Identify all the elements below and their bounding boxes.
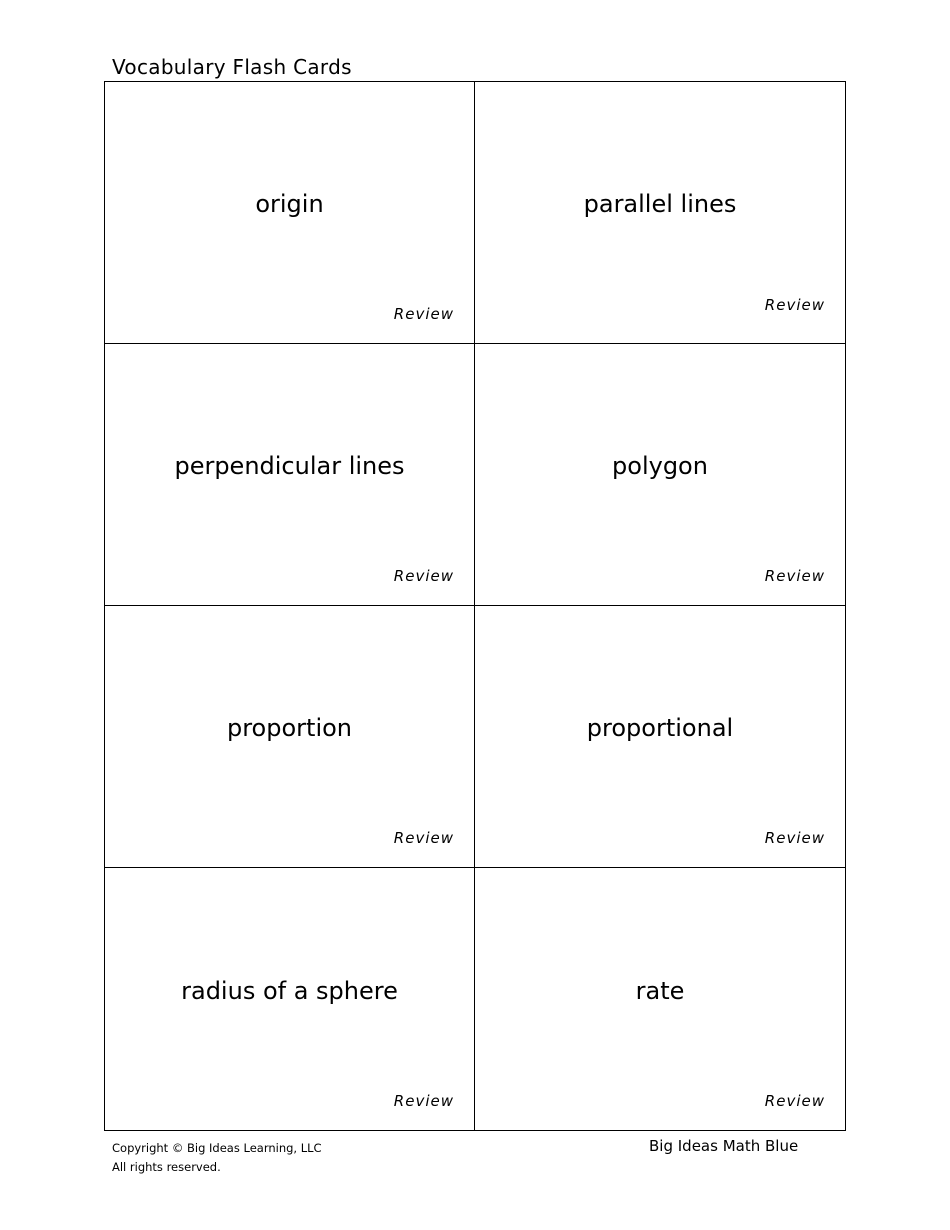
card-review-tag: Review [393, 305, 454, 323]
series-name: Big Ideas Math Blue [649, 1137, 799, 1155]
card-term: proportional [586, 714, 734, 742]
card-review-tag: Review [764, 296, 825, 314]
flash-card [105, 868, 475, 1130]
flash-card [475, 868, 845, 1130]
card-review-tag: Review [393, 829, 454, 847]
card-review-tag: Review [393, 567, 454, 585]
flash-card [105, 82, 475, 344]
card-review-tag: Review [764, 1092, 825, 1110]
card-term: proportion [226, 714, 352, 742]
flash-card [475, 82, 845, 344]
card-term: radius of a sphere [181, 977, 398, 1005]
copyright-notice [112, 1139, 322, 1177]
flash-card-grid [104, 81, 846, 1131]
card-term: perpendicular lines [174, 452, 405, 480]
flash-card [105, 344, 475, 606]
card-term: parallel lines [583, 190, 737, 218]
card-review-tag: Review [393, 1092, 454, 1110]
card-term: origin [255, 190, 324, 218]
flash-card [475, 344, 845, 606]
card-review-tag: Review [764, 829, 825, 847]
flash-card [105, 606, 475, 868]
card-term: rate [635, 977, 685, 1005]
card-term: polygon [612, 452, 708, 480]
flash-card [475, 606, 845, 868]
rights-line: All rights reserved. [112, 1160, 221, 1174]
page-title: Vocabulary Flash Cards [112, 55, 352, 79]
copyright-line: Copyright © Big Ideas Learning, LLC [112, 1141, 322, 1155]
card-review-tag: Review [764, 567, 825, 585]
